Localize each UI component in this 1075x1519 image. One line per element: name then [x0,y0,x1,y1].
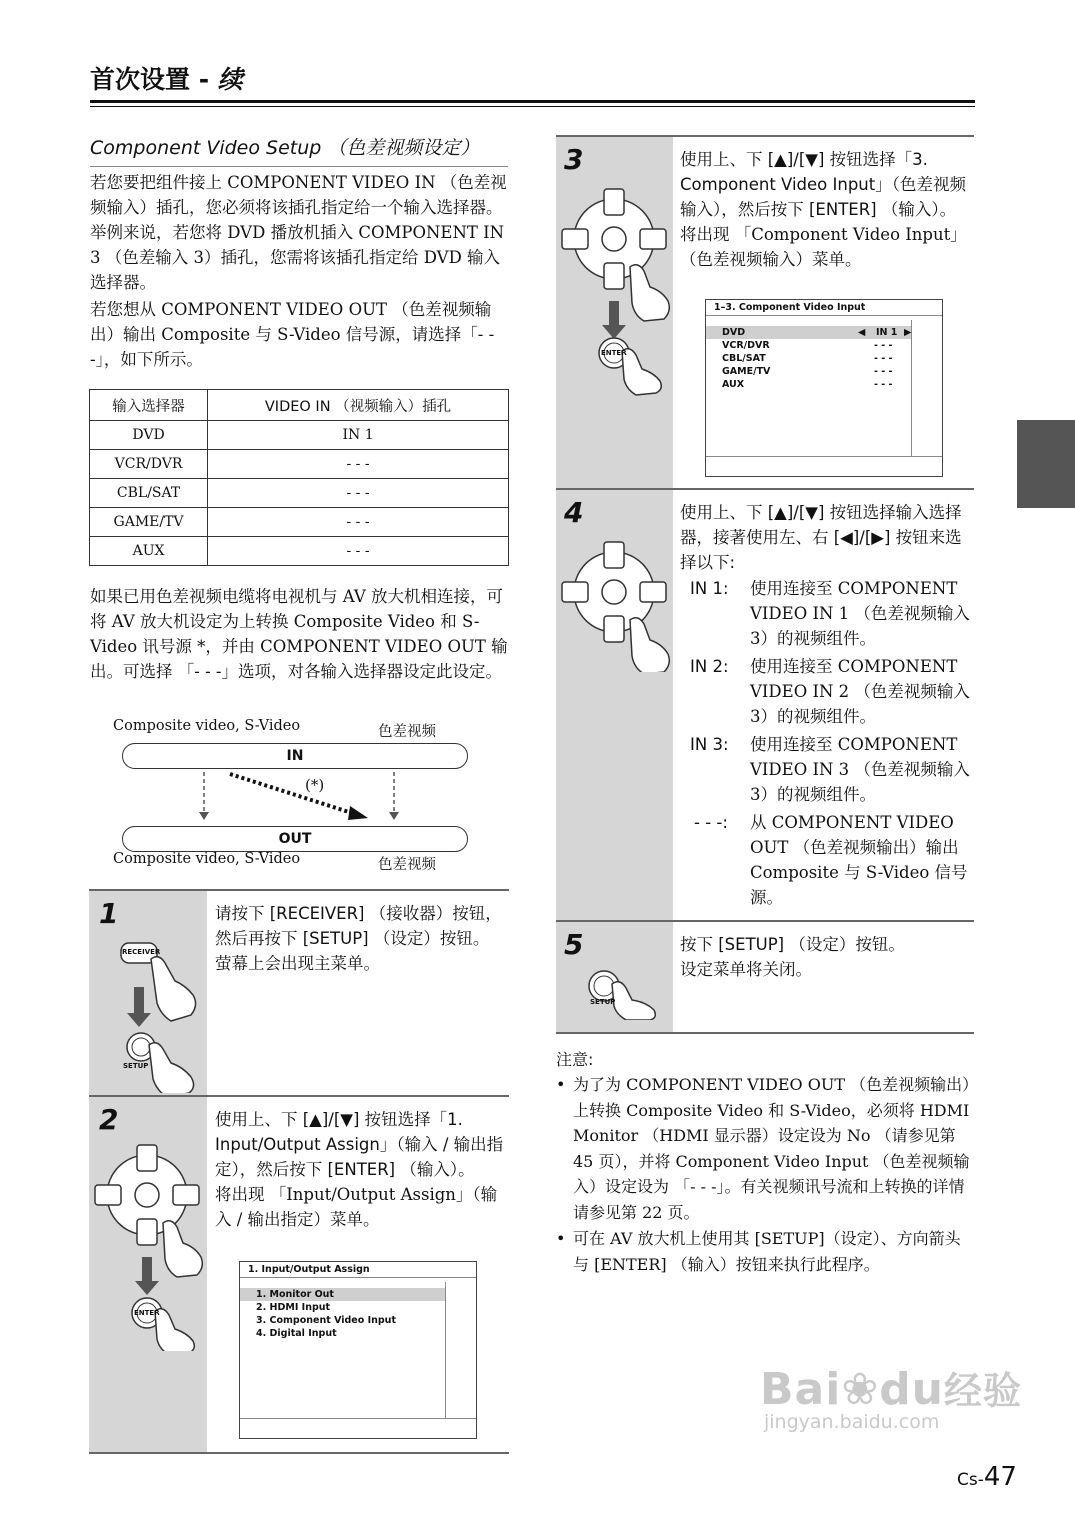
option-desc: 使用连接至 COMPONENT VIDEO IN 1 （色差视频输入 3）的视频组件。 [750,579,970,648]
option-key: IN 2: [690,657,729,676]
table-header: 输入选择器 [90,390,208,421]
watermark-brand-text: Bai [760,1364,842,1415]
osd-row [706,378,911,391]
osd-input-output-assign-menu [239,1261,477,1439]
option-list [680,576,972,910]
header-title: 首次设置 - [90,65,218,94]
option-desc: 使用连接至 COMPONENT VIDEO IN 3 （色差视频输入 3）的视频组件。 [750,735,970,804]
step-1 [89,889,509,1097]
input-selector-table [89,389,509,566]
step-4 [556,488,974,922]
osd-menu-item: 4. Digital Input [256,1328,337,1339]
right-arrow-icon: ▶ [904,327,912,338]
osd-row-value: - - - [874,353,893,364]
table-cell: VCR/DVR [90,450,208,479]
osd-divider [240,1418,476,1419]
osd-row-value: IN 1 [876,327,898,338]
page-number [957,1462,1017,1492]
paw-icon: ❀ [841,1364,880,1415]
diagram-out-bar: OUT [122,826,468,852]
header-rule-thin [90,106,975,107]
page-number-value: 47 [983,1462,1017,1492]
step-5 [556,920,974,1034]
step-2 [89,1095,509,1454]
option-key: - - -: [694,813,728,832]
option-key: IN 1: [690,579,729,598]
notes-heading: 注意: [556,1050,594,1069]
step-result: 将出现 「Component Video Input」（色差视频输入）菜单。 [680,225,967,269]
table-cell: - - - [208,537,509,566]
osd-divider [706,456,942,457]
osd-row [706,326,911,339]
diagram-top-right-label: 色差视频 [378,724,436,740]
page-prefix: Cs- [957,1470,984,1490]
option-desc: 使用连接至 COMPONENT VIDEO IN 2 （色差视频输入 3）的视频组件。 [750,657,970,726]
table-cell: - - - [208,479,509,508]
step-text [680,147,970,272]
note-text: 为了为 COMPONENT VIDEO OUT （色差视频输出）上转换 Composite Video 和 S-Video，必须将 HDMI Monitor （HDMI 显示器）设定设为 No （请参见第 45 页），并将 Component Video Input （色差视频输入）设定设为 「- - -」。有关视频讯号流和上转换的详情请参见第 22 页。 [573,1075,971,1222]
osd-row [706,339,911,352]
option-item [680,810,972,910]
table-row [90,479,509,508]
remote-arrows-hand-icon [560,185,674,399]
table-row [90,508,509,537]
osd-row-label: AUX [722,379,745,390]
osd-row-value: - - - [874,340,893,351]
receiver-button-label: RECEIVER [122,948,161,956]
table-cell: CBL/SAT [90,479,208,508]
step-instruction: 使用上、下 [▲]/[▼] 按钮选择「3. Component Video Input」（色差视频输入），然后按下 [ENTER] （输入）。 [680,150,966,219]
osd-row [706,352,911,365]
page-header [90,60,243,96]
note-item [556,1072,976,1225]
option-desc: 从 COMPONENT VIDEO OUT （色差视频输出）输出 Composite 与 S-Video 信号源。 [750,813,968,907]
osd-row [706,365,911,378]
osd-component-video-input-menu [705,299,943,477]
osd-row-label: CBL/SAT [722,353,766,364]
step-result: 将出现 「Input/Output Assign」（输入 / 输出指定）菜单。 [215,1185,498,1229]
step-instruction: 按下 [SETUP] （设定）按钮。 [680,935,905,954]
table-row [90,421,509,450]
setup-button-label: SETUP [590,998,616,1006]
table-cell: DVD [90,421,208,450]
intro-paragraph-2: 若您想从 COMPONENT VIDEO OUT （色差视频输出）输出 Composite 与 S-Video 信号源，请选择「- - -」，如下所示。 [90,300,495,369]
step-instruction: 请按下 [RECEIVER] （接收器）按钮，然后再按下 [SETUP] （设定）按钮。 [215,904,502,948]
option-item [680,576,972,651]
enter-button-label: ENTER [134,1309,160,1317]
setup-button-hand-icon [584,964,674,1020]
step-number: 1 [99,897,119,930]
osd-row-value: - - - [874,379,893,390]
step-text [215,1107,505,1232]
step-number: 4 [564,496,584,529]
diagram-bottom-right-label: 色差视频 [378,857,436,873]
watermark-url: jingyan.baidu.com [764,1411,940,1433]
osd-row-label: DVD [722,327,746,338]
table-header: VIDEO IN （视频输入）插孔 [208,390,509,421]
step-number: 3 [564,143,584,176]
osd-menu-item: 3. Component Video Input [256,1315,396,1326]
diagram-top-left-label: Composite video, S-Video [113,718,301,734]
diagram-in-bar: IN [122,743,468,769]
left-arrow-icon: ◀ [858,327,866,338]
osd-divider [445,1282,446,1418]
bullet-icon: • [556,1075,566,1094]
side-tab-marker [1017,420,1075,508]
osd-row-label: GAME/TV [722,366,771,377]
step-number: 5 [564,928,584,961]
watermark-sub: 经验 [944,1369,1023,1413]
step-result: 萤幕上会出现主菜单。 [215,954,380,973]
table-row [90,450,509,479]
table-cell: GAME/TV [90,508,208,537]
table-cell: - - - [208,450,509,479]
table-cell: - - - [208,508,509,537]
option-item [680,654,972,729]
osd-title: 1. Input/Output Assign [240,1262,476,1278]
diagram-bottom-left-label: Composite video, S-Video [113,851,301,867]
enter-button-label: ENTER [601,349,627,357]
setup-button-label: SETUP [123,1062,149,1070]
intro-paragraph-1: 若您要把组件接上 COMPONENT VIDEO IN （色差视频输入）插孔，您必须将该插孔指定给一个输入选择器。举例来说，若您将 DVD 播放机插入 COMPONENT IN 3 （色差输入 3）插孔，您需将该插孔指定给 DVD 输入选择器。 [90,173,507,292]
osd-row-label: VCR/DVR [722,340,770,351]
header-rule [90,100,975,103]
watermark-brand [760,1360,1022,1415]
bullet-icon: • [556,1229,566,1248]
osd-row-value: - - - [874,366,893,377]
osd-divider [911,320,912,456]
osd-title: 1–3. Component Video Input [706,300,942,316]
option-key: IN 3: [690,735,729,754]
table-cell: AUX [90,537,208,566]
note-text: 可在 AV 放大机上使用其 [SETUP]（设定）、方向箭头与 [ENTER] （输入）按钮来执行此程序。 [573,1229,961,1274]
table-row [90,537,509,566]
table-cell: IN 1 [208,421,509,450]
table-header-row [90,390,509,421]
upconvert-paragraph: 如果已用色差视频电缆将电视机与 AV 放大机相连接，可将 AV 放大机设定为上转换 Composite Video 和 S-Video 讯号源 *，并由 COMPONENT VIDEO OUT 输出。可选择 「- - -」选项，对各输入选择器设定此设定。 [90,587,508,681]
header-continued: 续 [217,65,243,94]
baidu-watermark-logo [760,1360,1022,1433]
section-title: Component Video Setup （色差视频设定） [90,133,508,167]
step-3 [556,135,974,489]
osd-menu-item: 2. HDMI Input [256,1302,331,1313]
step-result: 设定菜单将关闭。 [680,960,812,979]
option-item [680,732,972,807]
step-number: 2 [99,1103,119,1136]
step-text [215,901,505,976]
watermark-brand-text-2: du [879,1364,945,1415]
diagram-star-label: (*) [305,776,325,794]
step-text [680,500,970,575]
step-text [680,932,970,982]
remote-arrows-hand-icon [560,538,674,672]
remote-arrows-hand-icon [93,1141,207,1351]
note-item [556,1226,976,1277]
step-instruction: 使用上、下 [▲]/[▼] 按钮选择输入选择器，接著使用左、右 [◀]/[▶] 按钮来选择以下: [680,503,962,572]
osd-menu-item: 1. Monitor Out [240,1288,445,1301]
step-instruction: 使用上、下 [▲]/[▼] 按钮选择「1. Input/Output Assign」（输入 / 输出指定），然后按下 [ENTER] （输入）。 [215,1110,504,1179]
